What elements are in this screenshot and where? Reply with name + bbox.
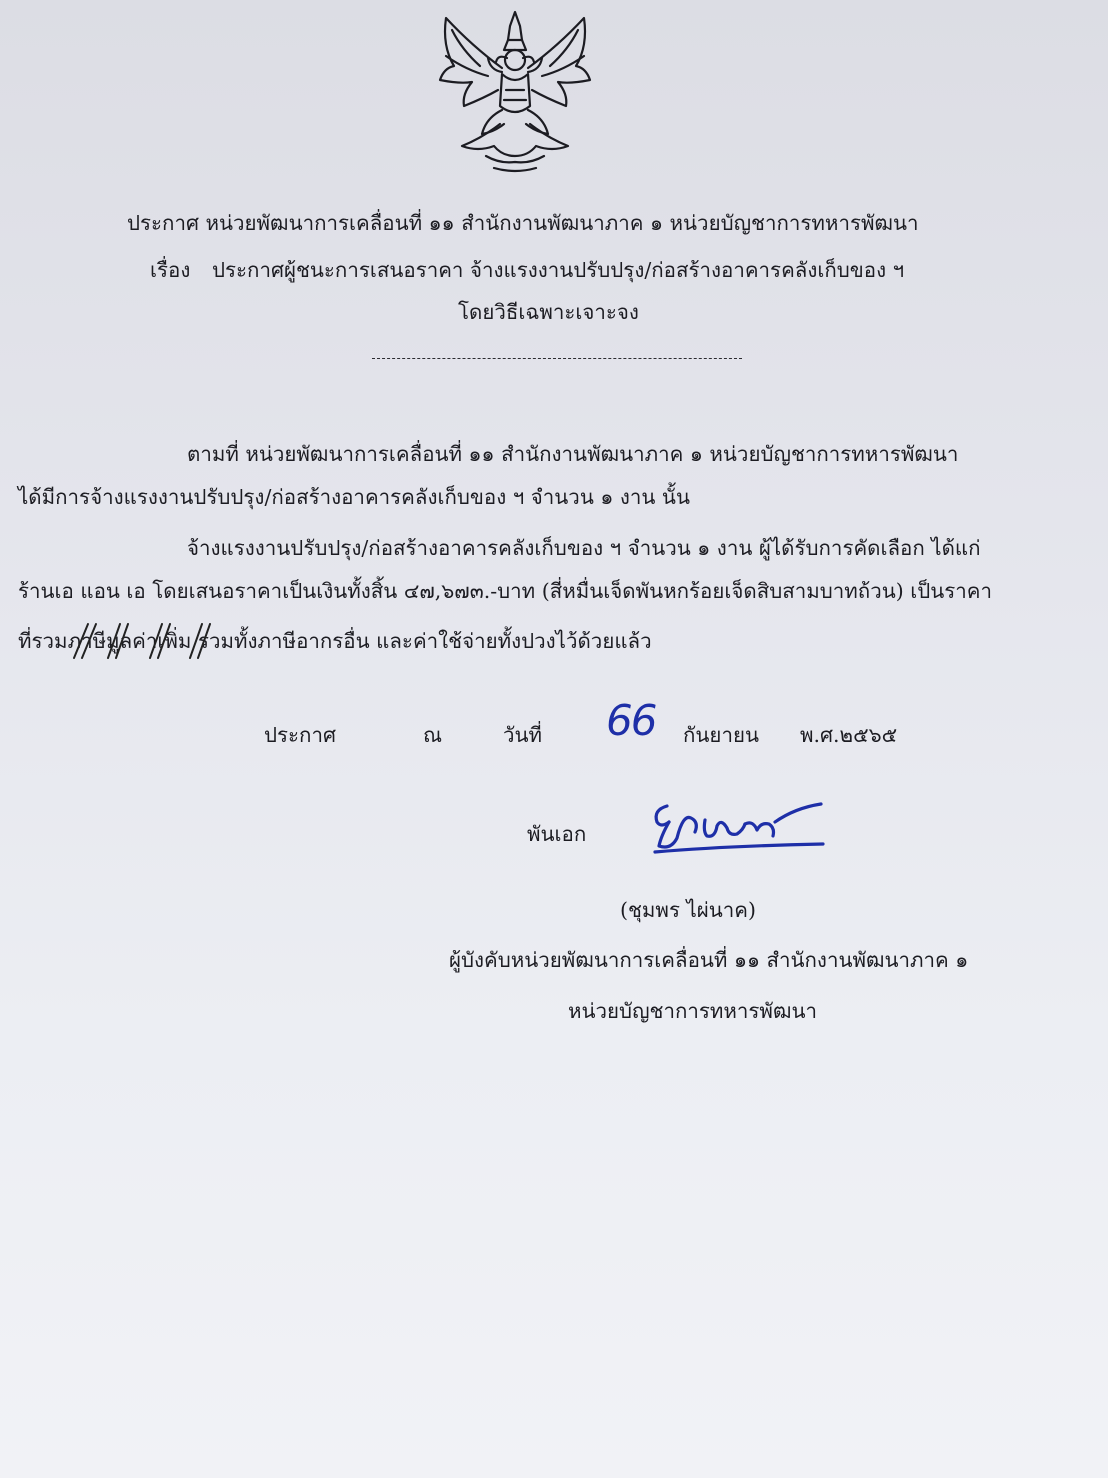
date-at-label: ณ	[423, 723, 443, 747]
subject-label: เรื่อง	[150, 258, 191, 282]
struck-vat-text: ภาษีมูลค่าเพิ่ม	[67, 629, 192, 653]
procurement-method: โดยวิธีเฉพาะเจาะจง	[458, 300, 639, 324]
announcement-title: ประกาศ หน่วยพัฒนาการเคลื่อนที่ ๑๑ สำนักงานพัฒนาภาค ๑ หน่วยบัญชาการทหารพัฒนา	[127, 211, 919, 235]
paragraph-2-line-3-end: รวมทั้งภาษีอากรอื่น และค่าใช้จ่ายทั้งปวงไว้ด้วยแล้ว	[197, 629, 652, 653]
date-day-label: วันที่	[503, 723, 543, 747]
date-announce-label: ประกาศ	[264, 723, 336, 747]
signatory-name: (ชุมพร ไผ่นาค)	[620, 898, 757, 922]
paragraph-1-line-2: ได้มีการจ้างแรงงานปรับปรุง/ก่อสร้างอาคารคลังเก็บของ ฯ จำนวน ๑ งาน นั้น	[18, 485, 690, 509]
handwritten-day: 66	[606, 696, 656, 745]
signatory-position-line-1: ผู้บังคับหน่วยพัฒนาการเคลื่อนที่ ๑๑ สำนักงานพัฒนาภาค ๑	[449, 948, 969, 972]
paragraph-2-line-3	[18, 627, 652, 655]
paragraph-2-line-2: ร้านเอ แอน เอ โดยเสนอราคาเป็นเงินทั้งสิ้น ๔๗,๖๗๓.-บาท (สี่หมื่นเจ็ดพันหกร้อยเจ็ดสิบสามบาทถ้วน) เป็นราคา	[18, 579, 993, 603]
paragraph-2-line-3-start: ที่รวม	[18, 629, 68, 653]
date-year: พ.ศ.๒๕๖๕	[800, 723, 898, 747]
header-divider	[372, 358, 742, 359]
subject-text: ประกาศผู้ชนะการเสนอราคา จ้างแรงงานปรับปรุง/ก่อสร้างอาคารคลังเก็บของ ฯ	[212, 258, 905, 282]
signatory-rank: พันเอก	[527, 822, 587, 846]
date-month: กันยายน	[683, 723, 759, 747]
handwritten-signature	[645, 792, 830, 862]
garuda-emblem-icon	[432, 6, 598, 176]
paragraph-1-line-1: ตามที่ หน่วยพัฒนาการเคลื่อนที่ ๑๑ สำนักงานพัฒนาภาค ๑ หน่วยบัญชาการทหารพัฒนา	[187, 442, 959, 466]
paragraph-2-line-1: จ้างแรงงานปรับปรุง/ก่อสร้างอาคารคลังเก็บของ ฯ จำนวน ๑ งาน ผู้ได้รับการคัดเลือก ได้แก่	[187, 536, 981, 560]
signatory-position-line-2: หน่วยบัญชาการทหารพัฒนา	[568, 999, 817, 1023]
